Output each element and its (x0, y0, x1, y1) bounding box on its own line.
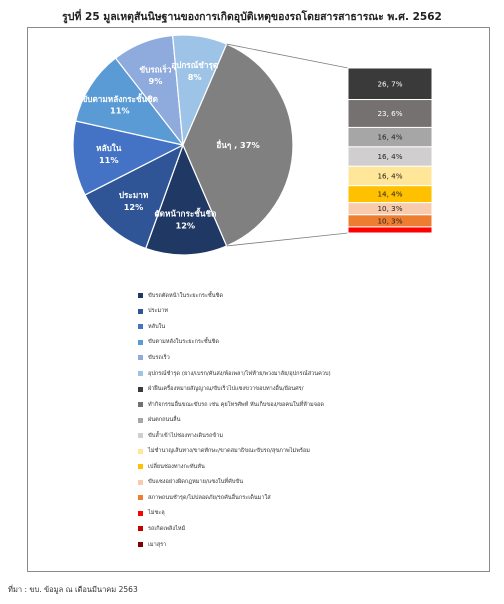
breakdown-segment-label: 23, 6% (377, 108, 403, 118)
legend-label: ขับรถเร็ว (148, 354, 170, 361)
legend-label: ทำกิจกรรมอื่นขณะขับรถ เช่น คุยโทรศัพท์ หันเก็บของ/ขอคนในที่ห้ามจอด (148, 401, 324, 408)
legend-item (138, 288, 438, 304)
breakdown-segment-label: 10, 3% (377, 216, 403, 226)
legend-item (138, 397, 438, 413)
pie-slice-label: อื่นๆ , 37% (216, 139, 260, 150)
legend-label: ขับตามหลังในระยะกระชั้นชิด (148, 339, 219, 346)
legend-label: รถเกิดเพลิงไหม้ (148, 525, 186, 532)
legend-label: ขับล้ำเข้าไปช่องทางเดินรถข้าม (148, 432, 224, 439)
legend-item (138, 304, 438, 320)
legend-swatch (138, 293, 143, 298)
chart-legend (138, 288, 438, 552)
chart-title: รูปที่ 25 มูลเหตุสันนิษฐานของการเกิดอุบัติเหตุของรถโดยสารสาธารณะ พ.ศ. 2562 (62, 11, 442, 23)
legend-item (138, 319, 438, 335)
legend-item (138, 443, 438, 459)
legend-swatch (138, 371, 143, 376)
pie-slice-label: ขับรถเร็ว 9% (139, 64, 172, 87)
legend-item (138, 490, 438, 506)
legend-label: เปลี่ยนช่องทางกะทันหัน (148, 463, 205, 470)
legend-swatch (138, 433, 143, 438)
breakdown-segment-label: 26, 7% (377, 79, 403, 89)
pie-slice-label: ตัดหน้ากระชั้นชิด 12% (154, 208, 217, 231)
legend-label: เมาสุรา (148, 541, 167, 548)
legend-label: ประมาท (148, 308, 169, 315)
breakdown-segment-label: 16, 4% (377, 132, 403, 142)
pie-slice-label: ขับตามหลังกระชั้นชิด 11% (81, 93, 159, 116)
legend-item (138, 381, 438, 397)
legend-item (138, 521, 438, 537)
legend-item (138, 335, 438, 351)
legend-swatch (138, 511, 143, 516)
chart-plot-area (0, 0, 504, 300)
source-note: ที่มา : ขบ. ข้อมูล ณ เดือนมีนาคม 2563 (8, 585, 138, 594)
legend-swatch (138, 355, 143, 360)
legend-item (138, 412, 438, 428)
legend-item (138, 366, 438, 382)
pie-slice-label: อุปกรณ์ชำรุด 8% (171, 59, 219, 82)
legend-label: หลับใน (148, 323, 166, 330)
pie-slice-label: หลับใน 11% (96, 143, 122, 166)
legend-swatch (138, 387, 143, 392)
legend-swatch (138, 340, 143, 345)
legend-label: ฝนตกถนนลื่น (148, 417, 181, 424)
breakdown-segment (348, 227, 432, 233)
breakdown-segment-label: 14, 4% (377, 189, 403, 199)
legend-item (138, 428, 438, 444)
legend-swatch (138, 542, 143, 547)
legend-swatch (138, 309, 143, 314)
breakdown-segment-label: 16, 4% (377, 171, 403, 181)
legend-label: ไม่ชะลุ (148, 510, 165, 517)
pie-slice-label: ประมาท 12% (118, 189, 149, 212)
legend-swatch (138, 495, 143, 500)
legend-swatch (138, 464, 143, 469)
legend-item (138, 537, 438, 553)
legend-label: ฝ่าฝืนเครื่องหมายสัญญาณ/ขับเร็วไปแซงขวาขอบทางอื่น/ย้อนศร/ (148, 386, 304, 393)
legend-label: อุปกรณ์ชำรุด (ยาง/เบรก/คันส่ง/พ้อเพลา/ไฟท้าย/พวงมาลัย/อุปกรณ์ส่วนควบ) (148, 370, 331, 377)
legend-swatch (138, 449, 143, 454)
legend-item (138, 350, 438, 366)
legend-item (138, 459, 438, 475)
legend-swatch (138, 324, 143, 329)
legend-item (138, 475, 438, 491)
breakdown-segment-label: 16, 4% (377, 152, 403, 162)
legend-label: ขับแซงอย่างผิดกฎหมาย/แซงในที่คับขัน (148, 479, 244, 486)
legend-swatch (138, 526, 143, 531)
legend-item (138, 506, 438, 522)
legend-swatch (138, 402, 143, 407)
legend-label: ขับรถตัดหน้าในระยะกระชั้นชิด (148, 292, 223, 299)
legend-label: ไม่ชำนาญเส้นทาง/ขาดทักษะ/ขาดสมาธิขณะขับรถ/สุขภาพไม่พร้อม (148, 448, 310, 455)
legend-swatch (138, 418, 143, 423)
breakdown-segment-label: 10, 3% (377, 204, 403, 214)
legend-swatch (138, 480, 143, 485)
legend-label: สภาพถนนชำรุด/ไม่ปลอดภัย/รถคันอื่นกระเด็นมาใส่ (148, 494, 271, 501)
